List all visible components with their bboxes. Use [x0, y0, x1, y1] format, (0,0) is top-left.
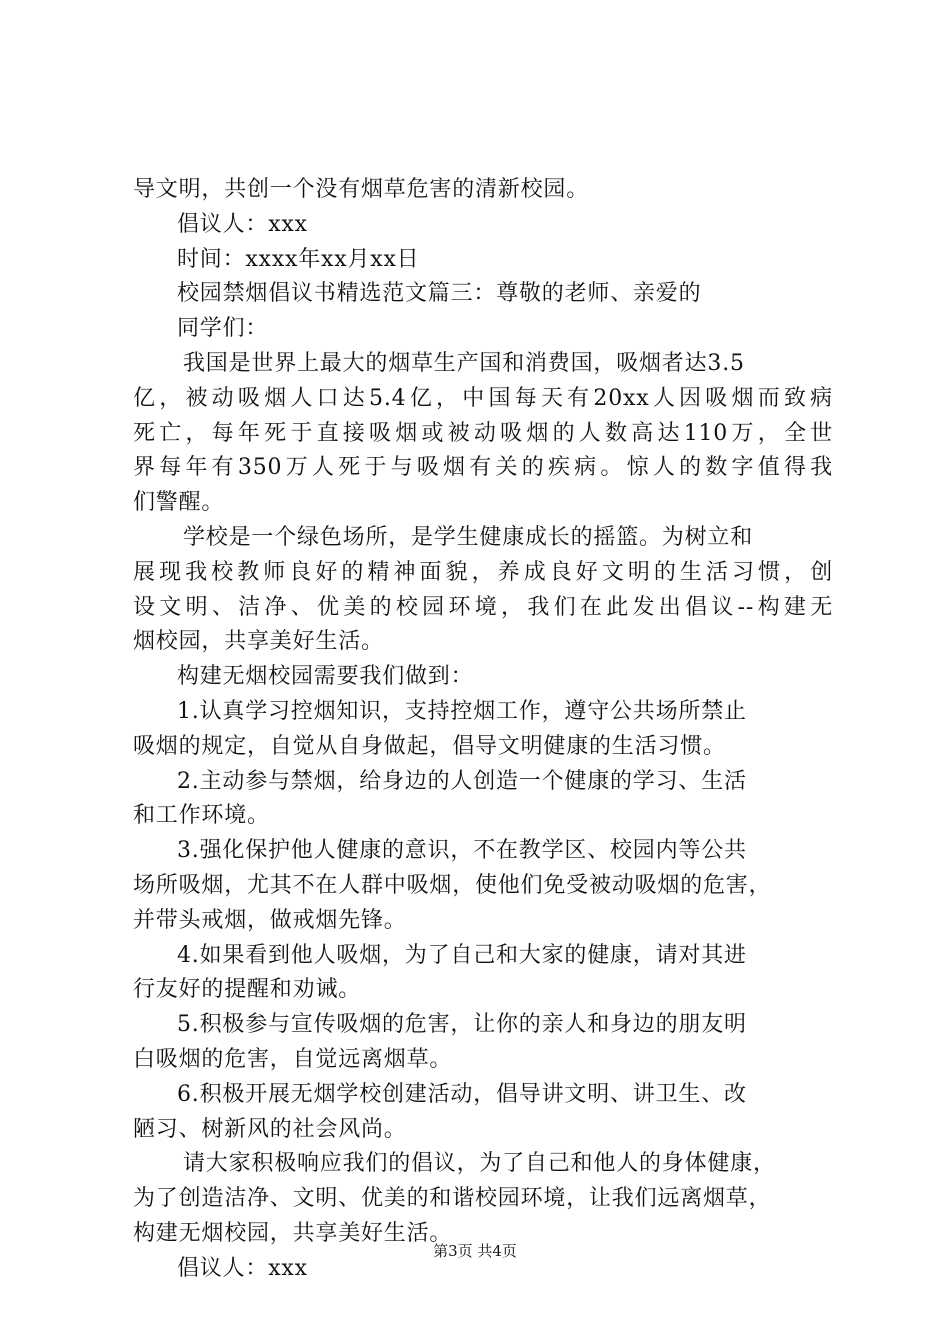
text-line: 陋习、树新风的社会风尚。: [133, 1116, 407, 1142]
text-line: 为了创造洁净、文明、优美的和谐校园环境，让我们远离烟草，: [133, 1186, 772, 1212]
text-line: 4.如果看到他人吸烟，为了自己和大家的健康，请对其进: [177, 942, 747, 968]
text-line: 构建无烟校园，共享美好生活。: [133, 1220, 453, 1246]
text-line: 倡议人：xxx: [177, 211, 308, 237]
text-line: 3.强化保护他人健康的意识，不在教学区、校园内等公共: [177, 838, 747, 864]
text-line: 烟校园，共享美好生活。: [133, 629, 384, 655]
text-line: 场所吸烟，尤其不在人群中吸烟，使他们免受被动吸烟的危害，: [133, 872, 772, 898]
text-line: 并带头戒烟，做戒烟先锋。: [133, 907, 407, 933]
text-line: 1.认真学习控烟知识，支持控烟工作，遵守公共场所禁止: [177, 698, 747, 724]
text-line: 和工作环境。: [133, 803, 270, 829]
text-line: 6.积极开展无烟学校创建活动，倡导讲文明、讲卫生、改: [177, 1081, 747, 1107]
text-line: 亿，被动吸烟人口达5.4亿，中国每天有20xx人因吸烟而致病: [133, 385, 833, 411]
text-line: 同学们：: [177, 316, 269, 342]
document-body: [133, 173, 833, 1287]
text-line: 时间：xxxx年xx月xx日: [177, 246, 420, 272]
text-line: 白吸烟的危害，自觉远离烟草。: [133, 1046, 453, 1072]
text-line: 界每年有350万人死于与吸烟有关的疾病。惊人的数字值得我: [133, 455, 833, 481]
text-line: 2.主动参与禁烟，给身边的人创造一个健康的学习、生活: [177, 768, 747, 794]
text-line: 行友好的提醒和劝诫。: [133, 977, 362, 1003]
text-line: 我国是世界上最大的烟草生产国和消费国，吸烟者达3.5: [183, 350, 745, 376]
page-footer: 第3页 共4页: [433, 1242, 517, 1260]
text-line: 学校是一个绿色场所，是学生健康成长的摇篮。为树立和: [183, 524, 754, 550]
text-line: 死亡，每年死于直接吸烟或被动吸烟的人数高达110万，全世: [133, 420, 833, 446]
text-line: 请大家积极响应我们的倡议，为了自己和他人的身体健康，: [183, 1151, 776, 1177]
text-line: 校园禁烟倡议书精选范文篇三：尊敬的老师、亲爱的: [177, 281, 702, 307]
text-line: 5.积极参与宣传吸烟的危害，让你的亲人和身边的朋友明: [177, 1012, 747, 1038]
text-line: 构建无烟校园需要我们做到：: [177, 664, 474, 690]
text-line: 设文明、洁净、优美的校园环境，我们在此发出倡议--构建无: [133, 594, 833, 620]
text-line: 倡议人：xxx: [177, 1255, 308, 1281]
text-line: 展现我校教师良好的精神面貌，养成良好文明的生活习惯，创: [133, 559, 833, 585]
text-line: 们警醒。: [133, 490, 225, 516]
text-line: 吸烟的规定，自觉从自身做起，倡导文明健康的生活习惯。: [133, 733, 726, 759]
text-line: 导文明，共创一个没有烟草危害的清新校园。: [133, 177, 590, 202]
